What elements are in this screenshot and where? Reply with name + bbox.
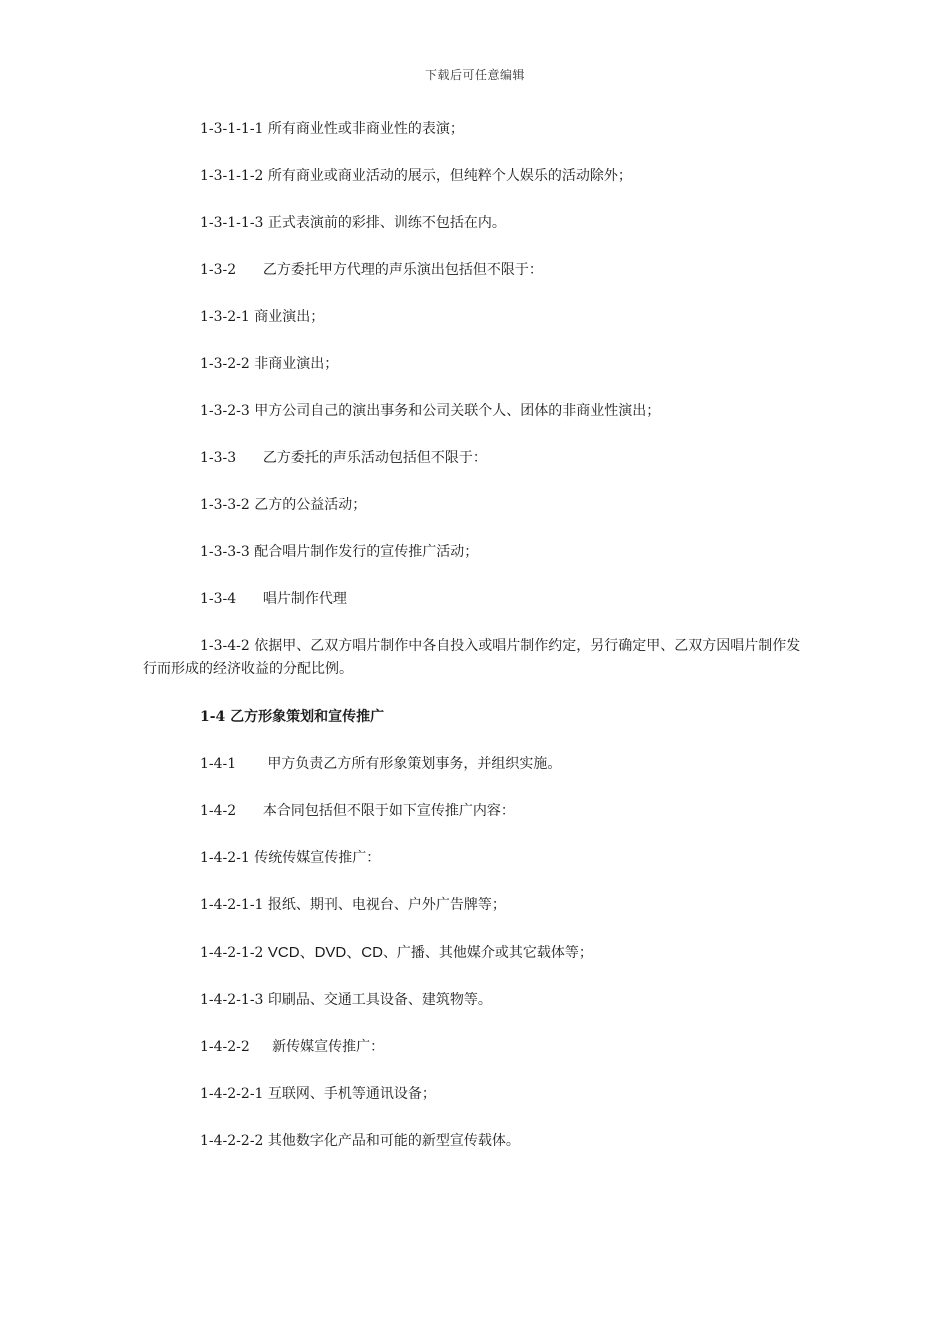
clause-1-4-2-1-2 xyxy=(143,941,811,965)
clause-1-3-3: 1-3-3 乙方委托的声乐活动包括但不限于： xyxy=(200,450,487,466)
clause-1-4-2-1-3: 1-4-2-1-3 印刷品、交通工具设备、建筑物等。 xyxy=(200,992,492,1008)
clause-1-4-2-2-1: 1-4-2-2-1 互联网、手机等通讯设备； xyxy=(200,1086,436,1102)
clause-1-3-1-1-2: 1-3-1-1-2 所有商业或商业活动的展示，但纯粹个人娱乐的活动除外； xyxy=(200,168,632,184)
section-heading-1-4: 1-4 乙方形象策划和宣传推广 xyxy=(200,709,385,725)
clause-1-4-2-1: 1-4-2-1 传统传媒宣传推广： xyxy=(200,850,381,866)
clause-1-4-2: 1-4-2 本合同包括但不限于如下宣传推广内容： xyxy=(200,803,515,819)
clause-1-4-2-2-2: 1-4-2-2-2 其他数字化产品和可能的新型宣传载体。 xyxy=(200,1133,520,1149)
clause-1-3-1-1-1: 1-3-1-1-1 所有商业性或非商业性的表演； xyxy=(200,121,464,137)
clause-1-3-2-1: 1-3-2-1 商业演出； xyxy=(200,309,325,325)
clause-1-3-1-1-3: 1-3-1-1-3 正式表演前的彩排、训练不包括在内。 xyxy=(200,215,506,231)
page-header: 下载后可任意编辑 xyxy=(424,68,525,82)
clause-1-4-1: 1-4-1 甲方负责乙方所有形象策划事务，并组织实施。 xyxy=(200,756,562,772)
clause-1-4-2-2: 1-4-2-2 新传媒宣传推广： xyxy=(200,1039,385,1055)
clause-1-3-2-3: 1-3-2-3 甲方公司自己的演出事务和公司关联个人、团体的非商业性演出； xyxy=(200,403,661,419)
clause-remainder: 、广播、其他媒介或其它载体等； xyxy=(382,945,593,961)
media-formats: VCD、DVD、CD xyxy=(267,944,383,961)
clause-1-3-3-3: 1-3-3-3 配合唱片制作发行的宣传推广活动； xyxy=(200,544,479,560)
clause-1-4-2-1-1: 1-4-2-1-1 报纸、期刊、电视台、户外广告牌等； xyxy=(200,897,506,913)
clause-1-3-3-2: 1-3-3-2 乙方的公益活动； xyxy=(200,497,367,513)
document-body xyxy=(143,118,811,1177)
clause-1-3-2-2: 1-3-2-2 非商业演出； xyxy=(200,356,339,372)
clause-1-3-4: 1-3-4 唱片制作代理 xyxy=(200,591,347,607)
clause-1-3-4-2: 1-3-4-2 依据甲、乙双方唱片制作中各自投入或唱片制作约定，另行确定甲、乙双方因唱片制作发行而形成的经济收益的分配比例。 xyxy=(143,638,801,677)
clause-number: 1-4-2-1-2 xyxy=(200,945,268,961)
clause-1-3-2: 1-3-2 乙方委托甲方代理的声乐演出包括但不限于： xyxy=(200,262,543,278)
